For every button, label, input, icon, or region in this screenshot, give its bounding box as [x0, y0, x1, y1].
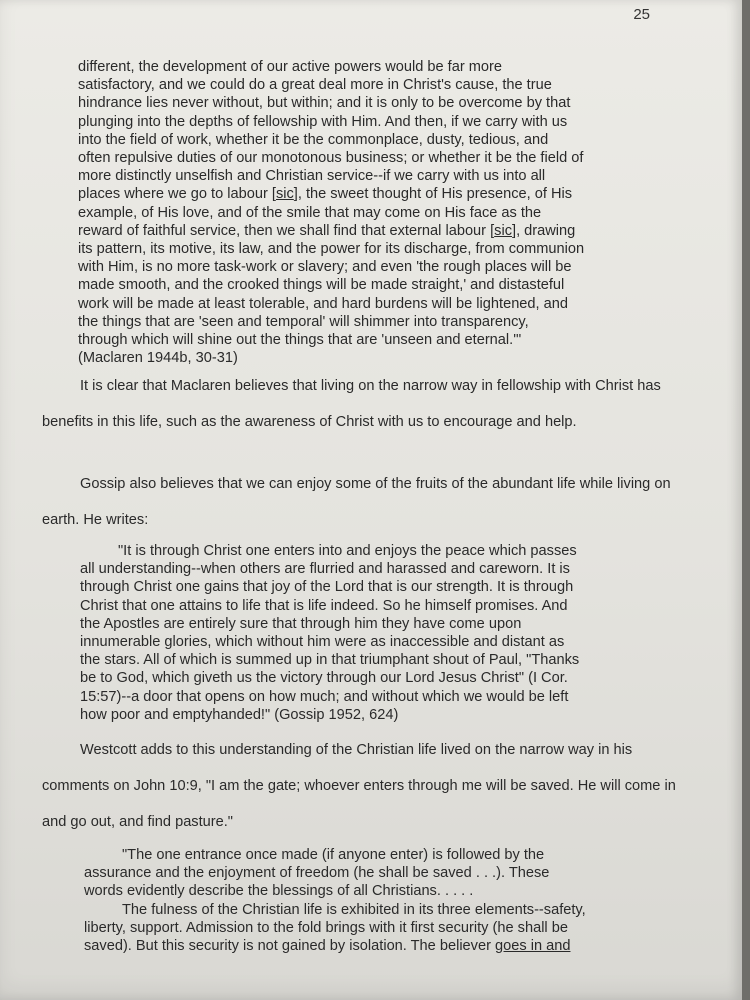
body-paragraph-westcott-intro: Westcott adds to this understanding of the Christian life lived on the narrow way in his comments on John 10:9, "I am the gate; whoever enters through me will be saved. He will come in and go out, and find pasture." [42, 742, 676, 830]
quote-line: often repulsive duties of our monotonous business; or whether it be the field of [78, 150, 584, 167]
quote-text: reward of faithful service, then we shall find that external labour [78, 222, 491, 239]
quote-line: Christ that one attains to life that is life indeed. So he himself promises. And [80, 597, 568, 614]
quote-line: innumerable glories, which without him were as inaccessible and distant as [80, 634, 565, 651]
quote-line: The fulness of the Christian life is exhibited in its three elements--safety, [122, 901, 586, 918]
quote-line: into the field of work, whether it be the commonplace, dusty, tedious, and [78, 131, 549, 148]
quote-line: example, of His love, and of the smile that may come on His face as the [78, 204, 542, 221]
quote-text: places where we go to labour [78, 186, 272, 203]
quote-line: work will be made at least tolerable, and hard burdens will be lightened, and [78, 295, 568, 312]
quote-line [84, 937, 684, 955]
underlined-text: goes in and [495, 938, 571, 955]
page-number: 25 [633, 6, 650, 23]
quote-line: "The one entrance once made (if anyone enter) is followed by the [122, 847, 545, 863]
quote-text: saved). But this security is not gained by isolation. The believer [84, 938, 496, 955]
body-paragraph-gossip-intro: Gossip also believes that we can enjoy some of the fruits of the abundant life while living on earth. He writes: [42, 476, 671, 528]
quote-line: the things that are 'seen and temporal' will shimmer into transparency, [78, 313, 529, 330]
quote-line: through Christ one gains that joy of the Lord that is our strength. It is through [80, 579, 574, 596]
quote-line: assurance and the enjoyment of freedom (he shall be saved . . .). These [84, 865, 550, 882]
quote-citation: how poor and emptyhanded!" (Gossip 1952, 624) [80, 706, 399, 723]
sic-marker: sic [275, 186, 294, 203]
sic-marker: sic [494, 222, 512, 239]
quote-line: different, the development of our active powers would be far more [78, 59, 502, 75]
block-quote-maclaren [78, 58, 678, 367]
quote-line: "It is through Christ one enters into and enjoys the peace which passes [118, 543, 577, 559]
quote-line: all understanding--when others are flurried and harassed and careworn. It is [80, 561, 570, 578]
quote-line: hindrance lies never without, but within; and it is only to be overcome by that [78, 95, 571, 112]
quote-line: made smooth, and the crooked things will be made straight,' and distasteful [78, 277, 565, 294]
quote-line: places where we go to labour [sic], the sweet thought of His presence, of His [78, 186, 573, 203]
body-paragraph-maclaren-summary: It is clear that Maclaren believes that living on the narrow way in fellowship with Christ has benefits in this life, such as the awareness of Christ with us to encourage and help. [42, 378, 661, 430]
quote-line: the Apostles are entirely sure that through him they have come upon [80, 615, 522, 632]
quote-line: words evidently describe the blessings of all Christians. . . . . [84, 883, 474, 900]
quote-line: 15:57)--a door that opens on how much; and without which we would be left [80, 688, 569, 705]
block-quote-westcott [84, 846, 684, 955]
quote-line: more distinctly unselfish and Christian service--if we carry with us into all [78, 168, 546, 185]
quote-line: reward of faithful service, then we shall find that external labour [sic], drawing [78, 222, 576, 239]
quote-line: its pattern, its motive, its law, and the power for its discharge, from communion [78, 241, 585, 258]
quote-line: the stars. All of which is summed up in that triumphant shout of Paul, "Thanks [80, 652, 580, 669]
quote-line: through which will shine out the things that are 'unseen and eternal.'" [78, 332, 522, 349]
quote-text: , drawing [516, 222, 576, 239]
quote-line: with Him, is no more task-work or slavery; and even 'the rough places will be [78, 259, 572, 276]
quote-line: satisfactory, and we could do a great deal more in Christ's cause, the true [78, 77, 552, 94]
quote-line: liberty, support. Admission to the fold brings with it first security (he shall be [84, 919, 568, 936]
quote-line: be to God, which giveth us the victory through our Lord Jesus Christ" (I Cor. [80, 670, 568, 687]
block-quote-gossip [80, 542, 680, 724]
quote-citation: (Maclaren 1944b, 30-31) [78, 350, 238, 367]
quote-line: plunging into the depths of fellowship with Him. And then, if we carry with us [78, 113, 568, 130]
quote-text: , the sweet thought of His presence, of His [297, 186, 573, 203]
